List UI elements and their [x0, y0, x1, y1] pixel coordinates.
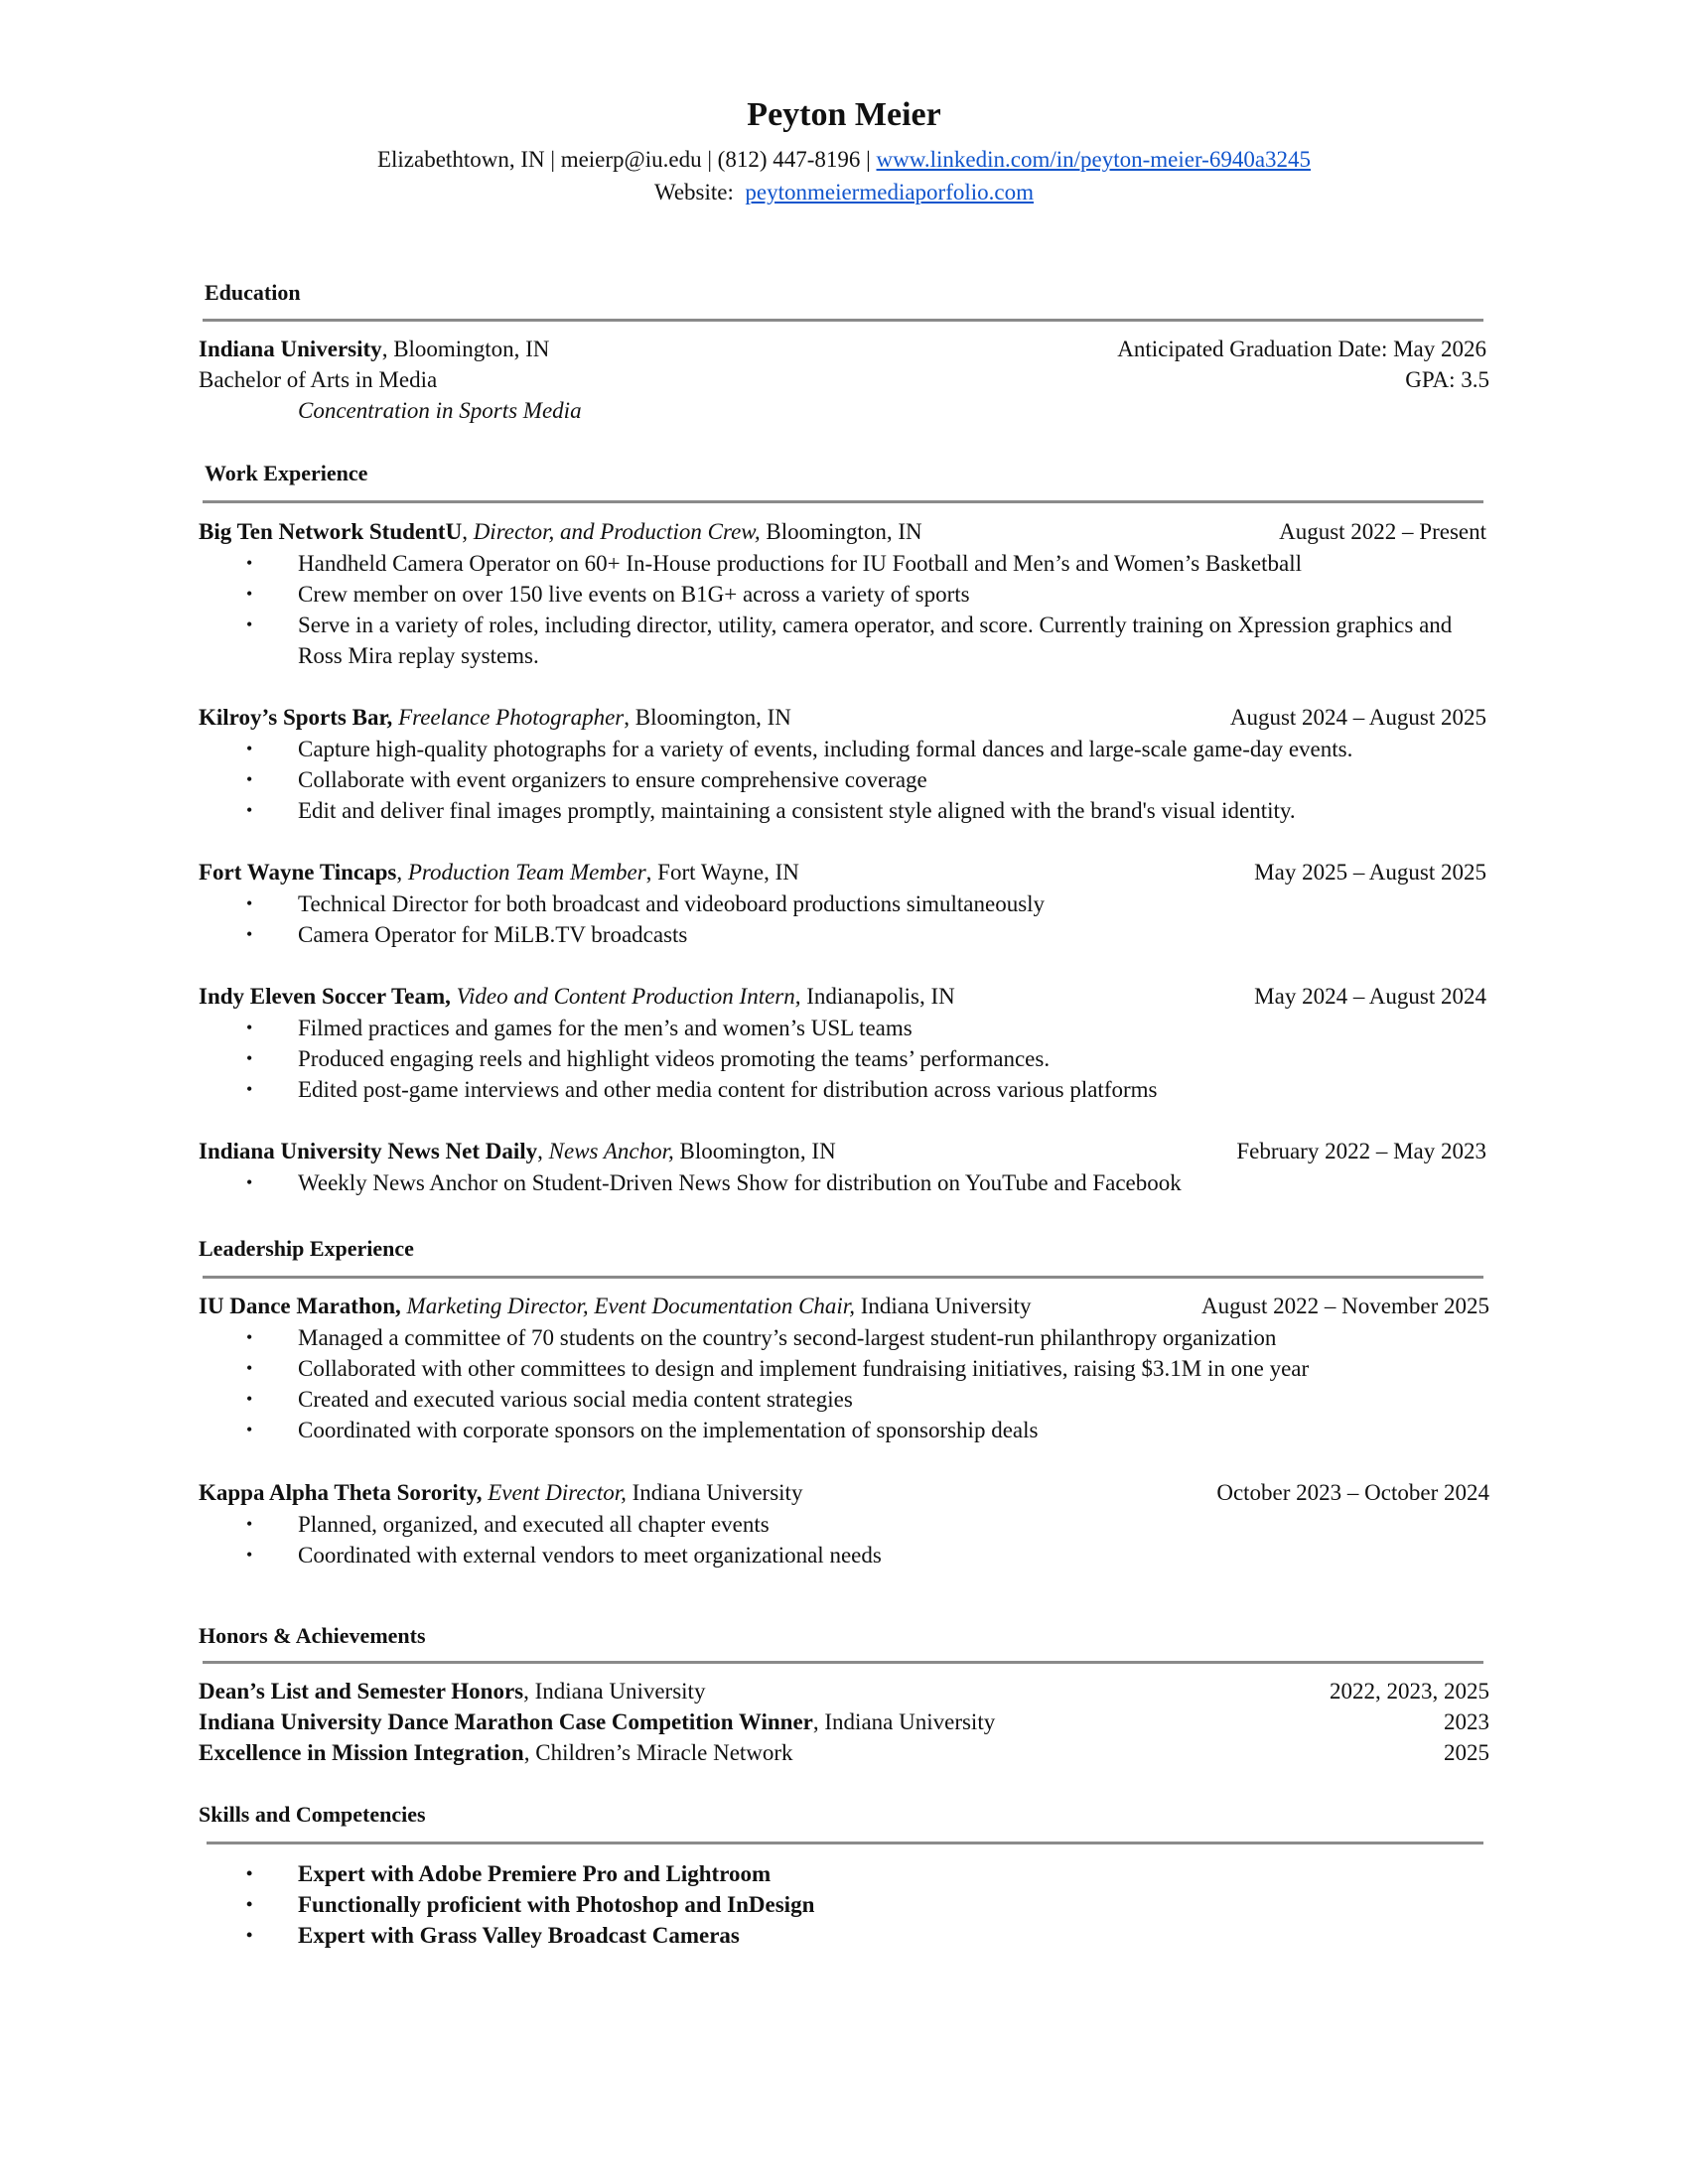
bullet-text: Collaborated with other committees to design and implement fundraising initiatives, raising $3.1M in one year — [298, 1356, 1310, 1381]
bullet-text: Edit and deliver final images promptly, maintaining a consistent style aligned with the brand's visual identity. — [298, 798, 1296, 823]
honors-heading: Honors & Achievements — [199, 1623, 426, 1648]
job-role: Video and Content Production Intern, — [456, 984, 801, 1009]
list-item — [199, 1415, 1489, 1445]
leadership-heading: Leadership Experience — [199, 1236, 414, 1261]
job-location: , Bloomington, IN — [624, 705, 791, 730]
bullet-icon: • — [246, 553, 253, 573]
list-item — [199, 1384, 1489, 1415]
honor-year: 2022, 2023, 2025 — [1330, 1679, 1489, 1704]
bullet-text: Collaborate with event organizers to ensure comprehensive coverage — [298, 767, 927, 792]
linkedin-link[interactable]: www.linkedin.com/in/peyton-meier-6940a3245 — [876, 147, 1312, 172]
job-header — [199, 703, 1489, 733]
skill-text: Functionally proficient with Photoshop and InDesign — [298, 1892, 815, 1917]
section-divider — [203, 500, 1483, 503]
job-role: Freelance Photographer — [398, 705, 625, 730]
job-bullets — [199, 548, 1489, 671]
bullet-icon: • — [246, 924, 253, 944]
list-item — [199, 610, 1489, 671]
job-dates: May 2025 – August 2025 — [1254, 860, 1486, 885]
job-org: Big Ten Network StudentU — [199, 519, 463, 544]
list-item — [199, 1167, 1489, 1198]
list-item — [199, 1509, 1489, 1540]
job-header — [199, 858, 1489, 887]
bullet-text: Handheld Camera Operator on 60+ In-House productions for IU Football and Men’s and Women’s Basketball — [298, 551, 1302, 576]
honor-name: Indiana University Dance Marathon Case Competition Winner — [199, 1709, 813, 1734]
separator: , — [396, 860, 408, 885]
job-dates: August 2024 – August 2025 — [1229, 705, 1486, 730]
job-role: Director, and Production Crew, — [473, 519, 761, 544]
job-header — [199, 517, 1489, 547]
bullet-icon: • — [246, 1389, 253, 1409]
job-org: Indiana University News Net Daily — [199, 1139, 538, 1163]
leadership-bullets — [199, 1509, 1489, 1570]
job-role: News Anchor, — [548, 1139, 674, 1163]
list-item — [199, 795, 1489, 826]
honor-org: , Indiana University — [812, 1709, 996, 1734]
leadership-dates: August 2022 – November 2025 — [1200, 1294, 1489, 1318]
bullet-text: Filmed practices and games for the men’s and women’s USL teams — [298, 1016, 913, 1040]
bullet-icon: • — [246, 1327, 253, 1347]
contact-details: Elizabethtown, IN | meierp@iu.edu | (812) 447-8196 | — [376, 147, 877, 172]
job-org: Indy Eleven Soccer Team, — [199, 984, 451, 1009]
bullet-icon: • — [246, 1018, 253, 1037]
leadership-location: Indiana University — [854, 1294, 1032, 1318]
list-item — [199, 1322, 1489, 1353]
education-heading: Education — [205, 280, 301, 305]
skill-text: Expert with Adobe Premiere Pro and Lightroom — [298, 1861, 772, 1886]
bullet-icon: • — [246, 1514, 253, 1534]
job-dates: February 2022 – May 2023 — [1236, 1139, 1486, 1163]
leadership-role: Marketing Director, Event Documentation Chair, — [406, 1294, 855, 1318]
bullet-icon: • — [246, 1894, 253, 1914]
honor-year: 2023 — [1444, 1709, 1489, 1734]
honor-year: 2025 — [1444, 1740, 1489, 1765]
job-header — [199, 982, 1489, 1012]
honor-name: Dean’s List and Semester Honors — [199, 1679, 524, 1704]
bullet-text: Serve in a variety of roles, including director, utility, camera operator, and score. Currently training on Xpression graphics and Ross Mira replay systems. — [298, 613, 1453, 668]
job-role: Production Team Member — [407, 860, 646, 885]
job-location: Indianapolis, IN — [800, 984, 955, 1009]
honor-row — [199, 1707, 1489, 1737]
bullet-icon: • — [246, 800, 253, 820]
graduation-date: Anticipated Graduation Date: May 2026 — [1117, 337, 1486, 361]
skill-text: Expert with Grass Valley Broadcast Cameras — [298, 1923, 740, 1948]
list-item — [199, 764, 1489, 795]
skills-list — [199, 1858, 1489, 1951]
degree: Bachelor of Arts in Media — [199, 367, 438, 392]
leadership-header — [199, 1292, 1489, 1321]
job-location: Bloomington, IN — [673, 1139, 836, 1163]
bullet-text: Managed a committee of 70 students on the country’s second-largest student-run philanthropy organization — [298, 1325, 1277, 1350]
bullet-icon: • — [246, 893, 253, 913]
education-school-row — [199, 335, 1489, 364]
bullet-icon: • — [246, 1420, 253, 1439]
job-dates: August 2022 – Present — [1279, 519, 1486, 544]
bullet-icon: • — [246, 584, 253, 604]
separator: , — [537, 1139, 549, 1163]
list-item — [199, 734, 1489, 764]
education-degree-row — [199, 365, 1489, 395]
website-label: Website: — [653, 180, 734, 205]
job-location: Bloomington, IN — [760, 519, 922, 544]
honor-row — [199, 1677, 1489, 1706]
bullet-icon: • — [246, 1172, 253, 1192]
list-item — [199, 888, 1489, 919]
education-concentration-row — [199, 396, 1489, 426]
job-bullets — [199, 1167, 1489, 1198]
leadership-org: IU Dance Marathon, — [199, 1294, 401, 1318]
bullet-text: Capture high-quality photographs for a variety of events, including formal dances and large-scale game-day events. — [298, 737, 1353, 761]
list-item — [199, 1353, 1489, 1384]
concentration: Concentration in Sports Media — [298, 398, 582, 423]
section-divider — [203, 319, 1483, 322]
job-org: Fort Wayne Tincaps — [199, 860, 397, 885]
bullet-text: Crew member on over 150 live events on B1G+ across a variety of sports — [298, 582, 970, 607]
job-bullets — [199, 734, 1489, 826]
bullet-icon: • — [246, 1545, 253, 1565]
website-link[interactable]: peytonmeiermediaporfolio.com — [745, 180, 1034, 205]
list-item — [199, 1858, 1489, 1889]
bullet-icon: • — [246, 739, 253, 758]
list-item — [199, 1013, 1489, 1043]
job-location: , Fort Wayne, IN — [645, 860, 799, 885]
separator: , — [462, 519, 474, 544]
school-location: , Bloomington, IN — [381, 337, 550, 361]
leadership-org: Kappa Alpha Theta Sorority, — [199, 1480, 483, 1505]
bullet-text: Coordinated with external vendors to meet organizational needs — [298, 1543, 882, 1568]
list-item — [199, 919, 1489, 950]
list-item — [199, 548, 1489, 579]
bullet-icon: • — [246, 1925, 253, 1945]
honor-row — [199, 1738, 1489, 1768]
list-item — [199, 1540, 1489, 1570]
honor-org: , Indiana University — [523, 1679, 706, 1704]
bullet-text: Technical Director for both broadcast and videoboard productions simultaneously — [298, 891, 1046, 916]
website-line — [199, 178, 1489, 207]
school-name: Indiana University — [199, 337, 382, 361]
bullet-text: Weekly News Anchor on Student-Driven News Show for distribution on YouTube and Facebook — [298, 1170, 1182, 1195]
bullet-text: Created and executed various social media content strategies — [298, 1387, 853, 1412]
work-heading: Work Experience — [205, 461, 368, 485]
candidate-name: Peyton Meier — [747, 96, 941, 133]
leadership-role: Event Director, — [488, 1480, 627, 1505]
list-item — [199, 1043, 1489, 1074]
job-dates: May 2024 – August 2024 — [1254, 984, 1486, 1009]
section-divider — [203, 1276, 1483, 1279]
leadership-bullets — [199, 1322, 1489, 1445]
bullet-icon: • — [246, 1863, 253, 1883]
list-item — [199, 1074, 1489, 1105]
bullet-icon: • — [246, 1048, 253, 1068]
honor-org: , Children’s Miracle Network — [523, 1740, 793, 1765]
section-divider — [203, 1661, 1483, 1664]
bullet-text: Coordinated with corporate sponsors on the implementation of sponsorship deals — [298, 1418, 1039, 1442]
job-header — [199, 1137, 1489, 1166]
job-bullets — [199, 888, 1489, 950]
leadership-location: Indiana University — [626, 1480, 803, 1505]
bullet-icon: • — [246, 1358, 253, 1378]
bullet-icon: • — [246, 614, 253, 634]
section-divider — [207, 1842, 1483, 1844]
list-item — [199, 1889, 1489, 1920]
leadership-header — [199, 1478, 1489, 1508]
contact-line — [199, 145, 1489, 175]
bullet-icon: • — [246, 1079, 253, 1099]
bullet-text: Produced engaging reels and highlight videos promoting the teams’ performances. — [298, 1046, 1051, 1071]
honor-name: Excellence in Mission Integration — [199, 1740, 524, 1765]
bullet-text: Planned, organized, and executed all chapter events — [298, 1512, 770, 1537]
bullet-text: Edited post-game interviews and other media content for distribution across various platforms — [298, 1077, 1158, 1102]
skills-heading: Skills and Competencies — [199, 1802, 426, 1827]
bullet-icon: • — [246, 769, 253, 789]
bullet-text: Camera Operator for MiLB.TV broadcasts — [298, 922, 688, 947]
job-bullets — [199, 1013, 1489, 1105]
list-item — [199, 579, 1489, 610]
job-org: Kilroy’s Sports Bar, — [199, 705, 393, 730]
gpa: GPA: 3.5 — [1405, 367, 1489, 392]
list-item — [199, 1920, 1489, 1951]
leadership-dates: October 2023 – October 2024 — [1216, 1480, 1489, 1505]
